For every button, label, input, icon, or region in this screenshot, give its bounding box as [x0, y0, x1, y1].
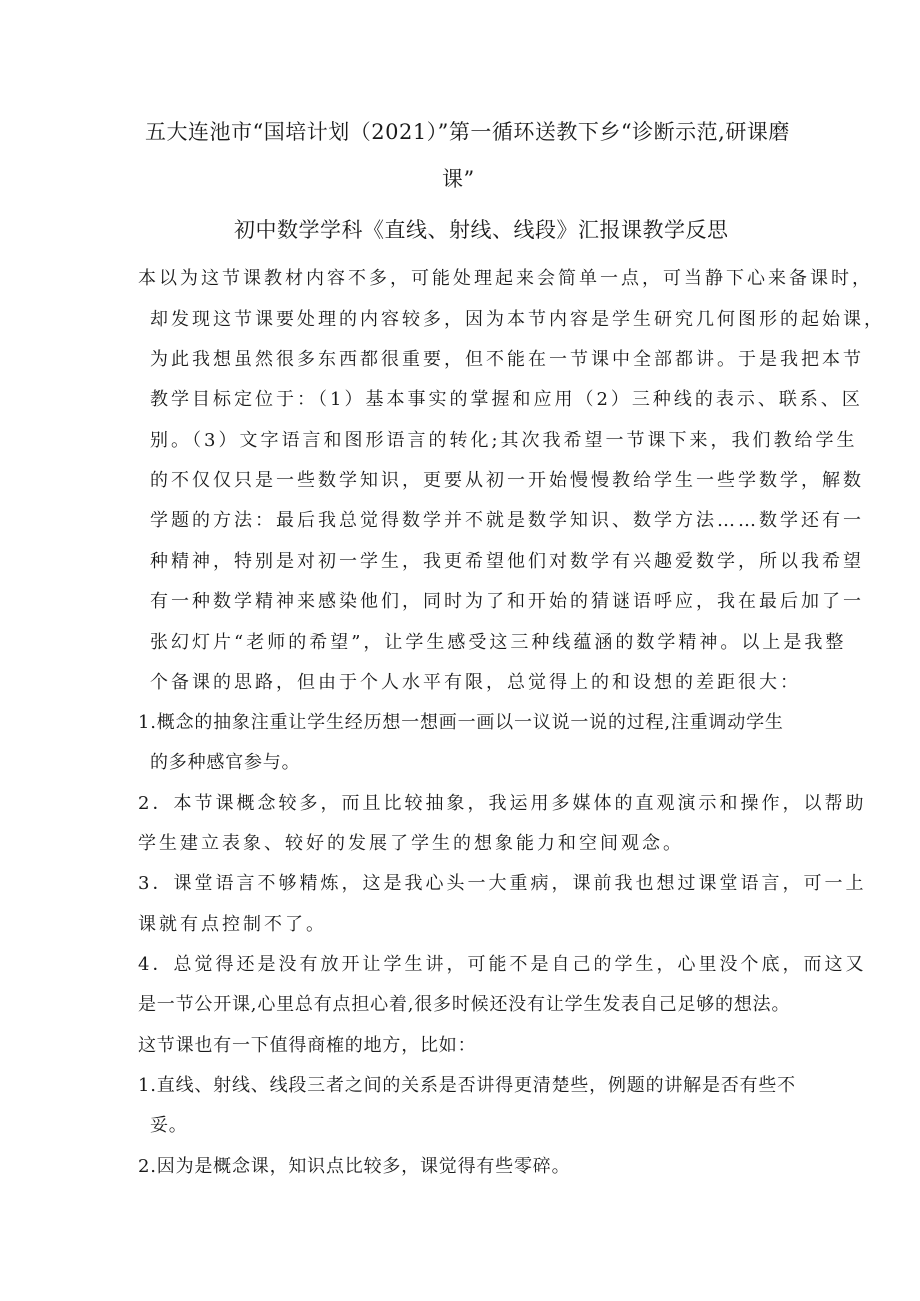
point-3-line-1: 3．课堂语言不够精炼，这是我心头一大重病，课前我也想过课堂语言，可一上	[138, 873, 867, 894]
discussion-point-1-line-2: 妥。	[150, 1115, 188, 1136]
discussion-point-1-line-1: 1.直线、射线、线段三者之间的关系是否讲得更清楚些，例题的讲解是否有些不	[138, 1075, 796, 1096]
document-title-line-2: 课”	[442, 167, 475, 191]
paragraph-line: 教学目标定位于：（1）基本事实的掌握和应用（2）三种线的表示、联系、区	[150, 389, 863, 410]
point-1-line-2: 的多种感官参与。	[150, 752, 301, 773]
paragraph-line: 种精神，特别是对初一学生，我更希望他们对数学有兴趣爱数学，所以我希望	[150, 551, 864, 572]
point-2-line-2: 学生建立表象、较好的发展了学生的想象能力和空间观念。	[138, 833, 684, 854]
document-title-line-1: 五大连池市“国培计划（2021）”第一循环送教下乡“诊断示范,研课磨	[145, 120, 790, 144]
paragraph-line: 本以为这节课教材内容不多，可能处理起来会简单一点，可当静下心来备课时，	[138, 268, 873, 289]
point-3-line-2: 课就有点控制不了。	[138, 914, 327, 935]
paragraph-line: 张幻灯片“老师的希望”，让学生感受这三种线蕴涵的数学精神。以上是我整	[150, 632, 847, 653]
paragraph-line: 有一种数学精神来感染他们，同时为了和开始的猜谜语呼应，我在最后加了一	[150, 591, 864, 612]
discussion-intro: 这节课也有一下值得商榷的地方，比如：	[138, 1035, 477, 1056]
paragraph-line: 学题的方法：最后我总觉得数学并不就是数学知识、数学方法……数学还有一	[150, 510, 864, 531]
point-1-line-1: 1.概念的抽象注重让学生经历想一想画一画以一议说一说的过程,注重调动学生	[138, 712, 784, 733]
paragraph-line: 为此我想虽然很多东西都很重要，但不能在一节课中全部都讲。于是我把本节	[150, 349, 864, 370]
paragraph-line: 的不仅仅只是一些数学知识，更要从初一开始慢慢教给学生一些学数学，解数	[150, 470, 864, 491]
point-2-line-1: 2．本节课概念较多，而且比较抽象，我运用多媒体的直观演示和操作，以帮助	[138, 793, 867, 814]
point-4-line-1: 4．总觉得还是没有放开让学生讲，可能不是自己的学生，心里没个底，而这又	[138, 954, 867, 975]
paragraph-line: 别。（3）文字语言和图形语言的转化;其次我希望一节课下来，我们教给学生	[150, 430, 858, 451]
paragraph-line: 个备课的思路，但由于个人水平有限，总觉得上的和设想的差距很大：	[150, 672, 801, 693]
point-4-line-2: 是一节公开课,心里总有点担心着,很多时候还没有让学生发表自己足够的想法。	[138, 994, 791, 1015]
paragraph-line: 却发现这节课要处理的内容较多，因为本节内容是学生研究几何图形的起始课，	[150, 309, 885, 330]
discussion-point-2-line-1: 2.因为是概念课，知识点比较多，课觉得有些零碎。	[138, 1156, 571, 1177]
document-subtitle: 初中数学学科《直线、射线、线段》汇报课教学反思	[234, 218, 729, 242]
